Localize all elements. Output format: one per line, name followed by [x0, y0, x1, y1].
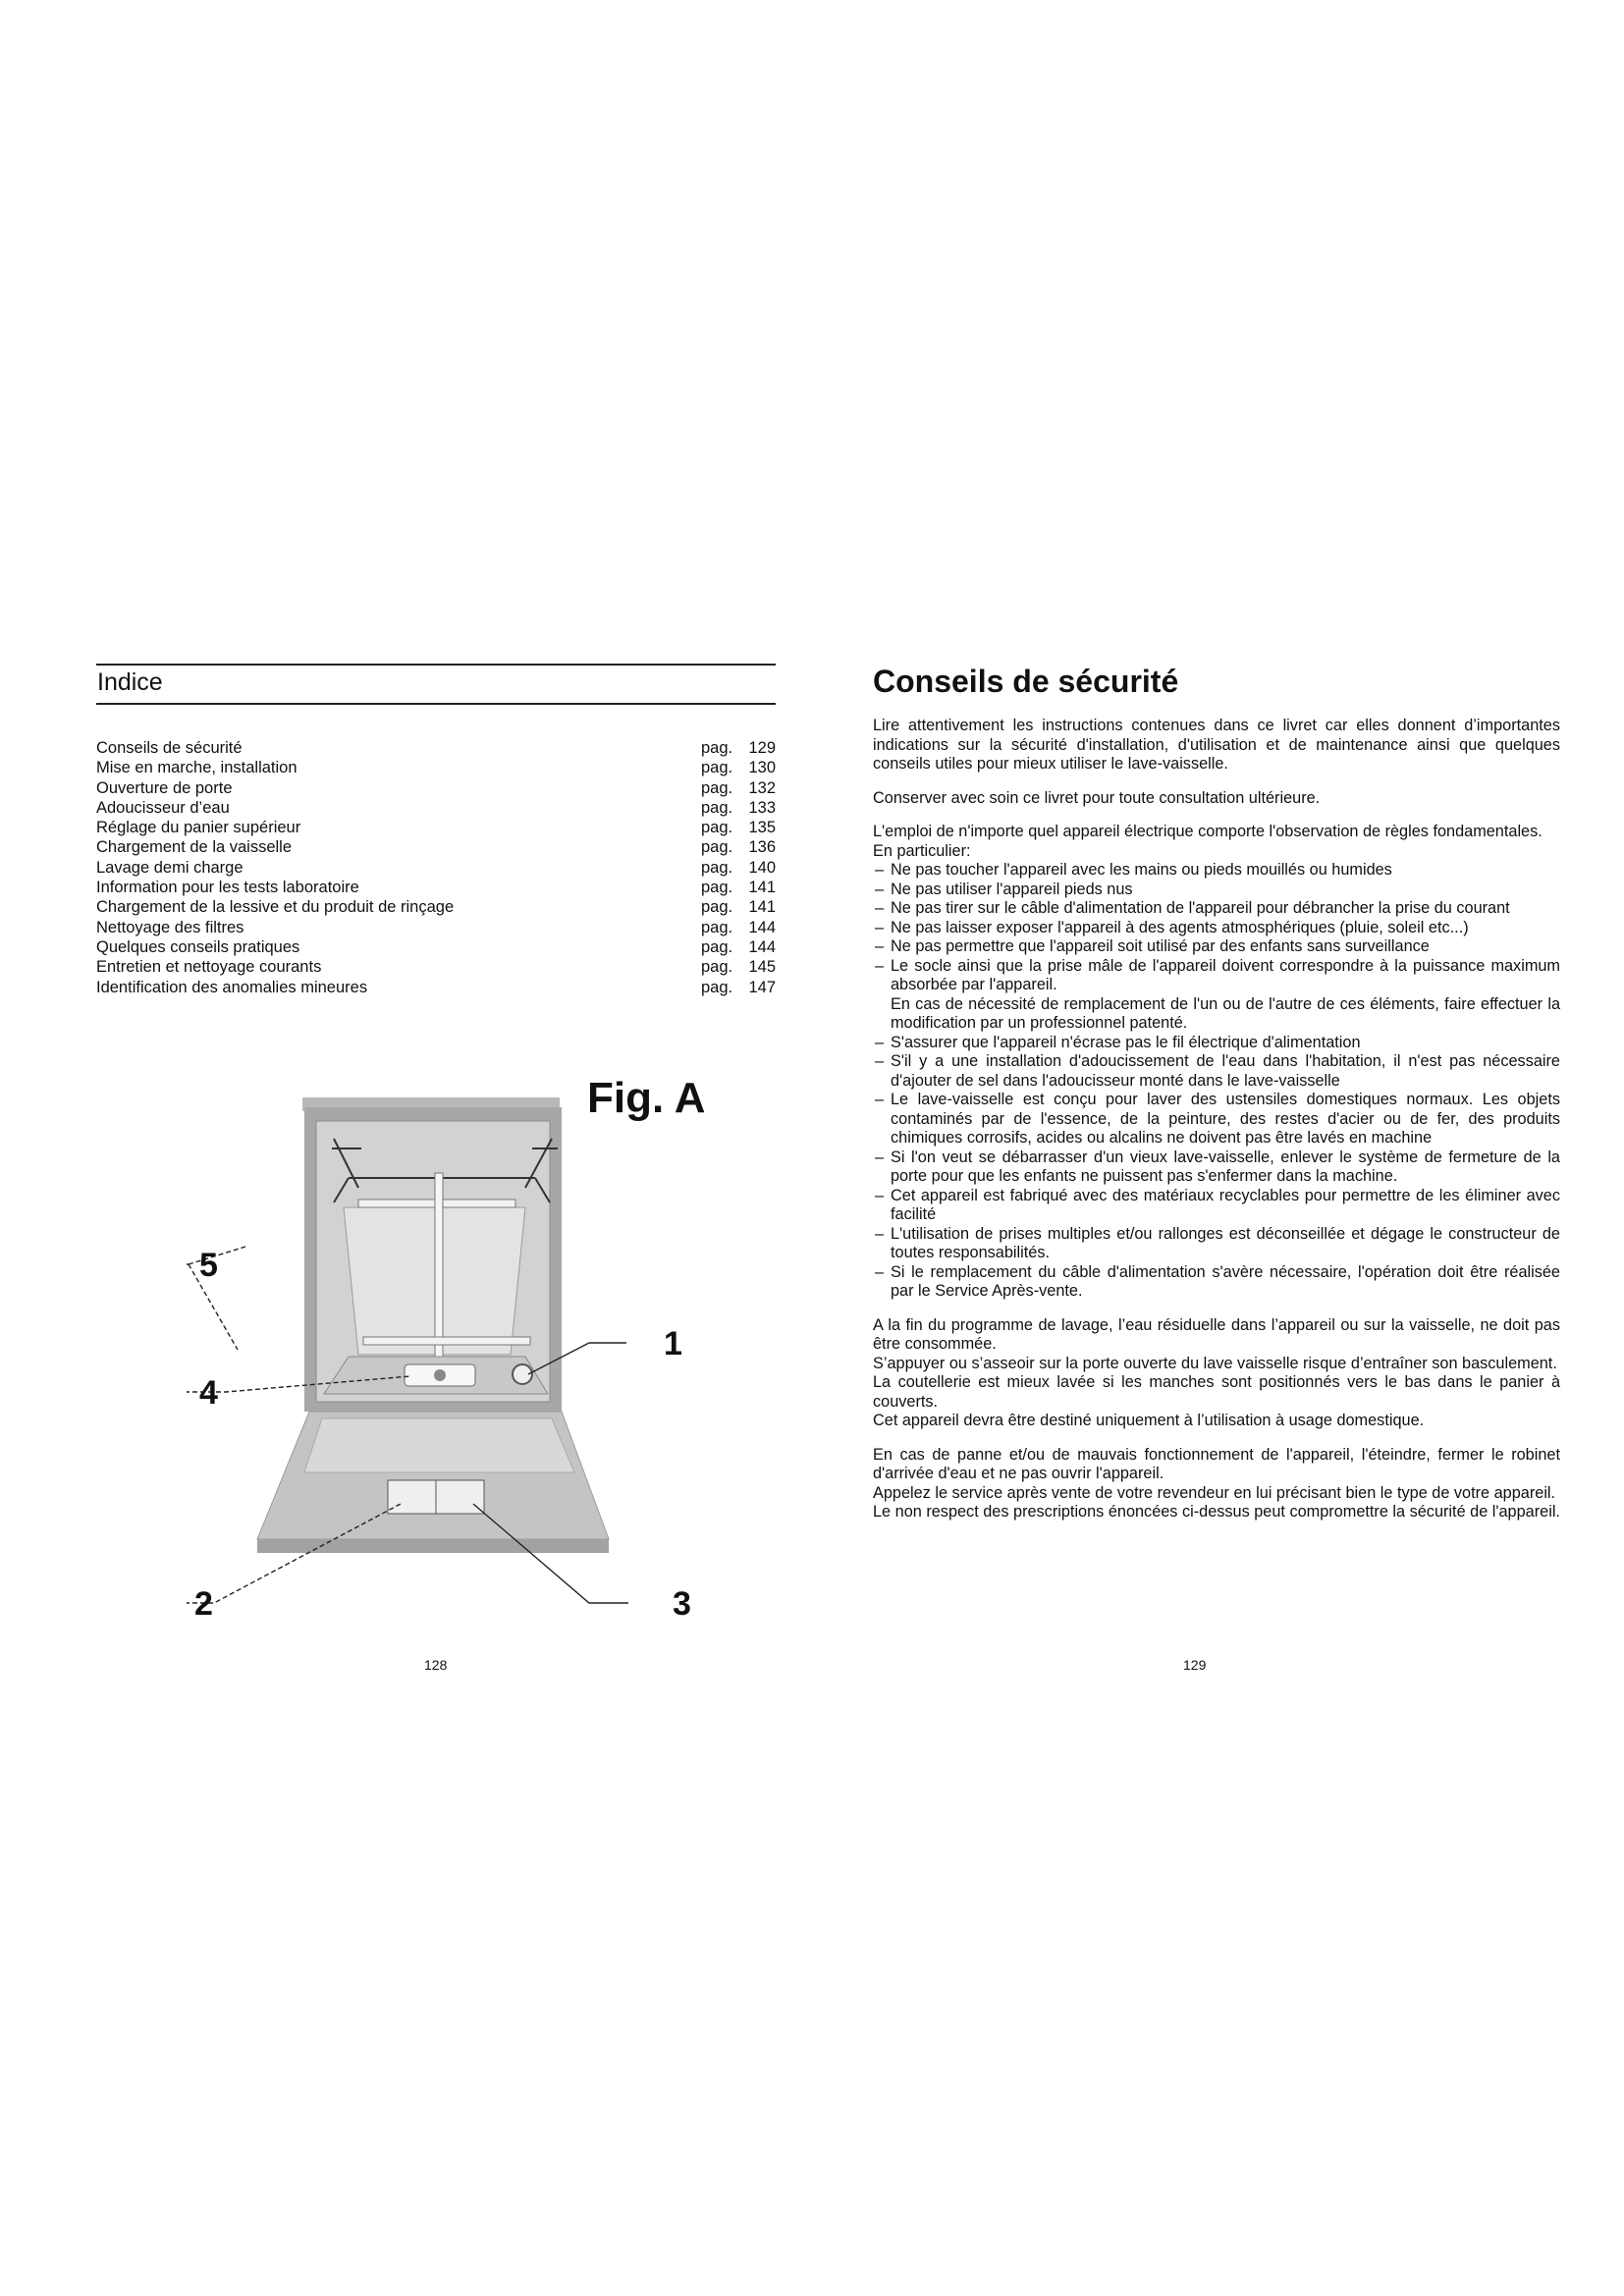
- fault-paragraph: En cas de panne et/ou de mauvais fonctionnement de l'appareil, l'éteindre, fermer le robinet d'arrivée d'eau et ne pas ouvrir l'appareil.: [873, 1445, 1560, 1482]
- table-of-contents: [96, 738, 776, 997]
- toc-pag-label: pag.: [701, 978, 733, 996]
- toc-title: Lavage demi charge: [96, 858, 244, 877]
- toc-page-number: 144: [748, 937, 776, 956]
- bullet-item: – Ne pas permettre que l'appareil soit utilisé par des enfants sans surveillance: [873, 937, 1560, 957]
- bullet-note: En cas de nécessité de remplacement de l'un ou de l'autre de ces éléments, faire effectuer la modification par un professionnel patenté.: [891, 994, 1560, 1032]
- toc-row: [96, 738, 776, 758]
- toc-row: [96, 837, 776, 857]
- intro-paragraph: Lire attentivement les instructions contenues dans ce livret car elles donnent d’importantes indications sur la sécurité d'installation, d'utilisation et de maintenance ainsi que quelques conseils utiles pour mieux utiliser le lave-vaisselle.: [873, 717, 1560, 773]
- toc-pag-label: pag.: [701, 798, 733, 817]
- toc-pag-label: pag.: [701, 759, 733, 777]
- toc-row: [96, 957, 776, 977]
- bullet-item: – L'utilisation de prises multiples et/ou rallonges est déconseillée et dégage le constructeur de toutes responsabilités.: [873, 1225, 1560, 1263]
- rules-paragraph: L'emploi de n'importe quel appareil électrique comporte l'observation de règles fondamentales.: [873, 823, 1543, 840]
- toc-row: [96, 758, 776, 777]
- callout-4: 4: [199, 1374, 218, 1412]
- toc-page-number: 147: [748, 978, 776, 996]
- cutlery-paragraph: La coutellerie est mieux lavée si les manches sont positionnés vers le bas dans le panier à couverts.: [873, 1373, 1560, 1411]
- bullet-item: – Ne pas toucher l'appareil avec les mains ou pieds mouillés ou humides: [873, 861, 1560, 881]
- toc-row: [96, 798, 776, 818]
- toc-title: Ouverture de porte: [96, 778, 233, 797]
- toc-title: Chargement de la lessive et du produit de rinçage: [96, 898, 455, 917]
- figure-title: Fig. A: [587, 1074, 706, 1122]
- toc-pag-label: pag.: [701, 739, 733, 757]
- bullet-item: – S'il y a une installation d'adoucissement de l'eau dans l'habitation, il n'est pas nécessaire d'ajouter de sel dans l'adoucisseur monté dans le lave-vaisselle: [873, 1052, 1560, 1091]
- toc-row: [96, 778, 776, 798]
- toc-page-number: 141: [748, 898, 776, 917]
- door-inner-panel: [304, 1418, 574, 1472]
- domestic-use-paragraph: Cet appareil devra être destiné uniquement à l’utilisation à usage domestique.: [873, 1412, 1425, 1429]
- toc-row: [96, 918, 776, 937]
- toc-page-number: 144: [748, 918, 776, 936]
- toc-pag-label: pag.: [701, 898, 733, 917]
- bullet-item: – Ne pas utiliser l'appareil pieds nus: [873, 881, 1560, 900]
- bullet-item: – Ne pas tirer sur le câble d'alimentation de l'appareil pour débrancher la prise du courant: [873, 899, 1560, 919]
- index-bottom-rule: [96, 703, 776, 705]
- toc-title: Chargement de la vaisselle: [96, 838, 293, 857]
- particular-label: En particulier:: [873, 841, 971, 860]
- toc-title: Adoucisseur d’eau: [96, 798, 230, 817]
- toc-page-number: 133: [748, 798, 776, 817]
- toc-page-number: 135: [748, 819, 776, 837]
- toc-row: [96, 818, 776, 837]
- bullet-item: – Ne pas laisser exposer l'appareil à des agents atmosphériques (pluie, soleil etc...): [873, 919, 1560, 938]
- toc-page-number: 132: [748, 778, 776, 797]
- bullet-item: – S'assurer que l'appareil n'écrase pas le fil électrique d'alimentation: [873, 1034, 1560, 1053]
- bullet-item: – Si l'on veut se débarrasser d'un vieux lave-vaisselle, enlever le système de fermeture de la porte pour que les enfants ne puissent pas s'enfermer dans la machine.: [873, 1148, 1560, 1187]
- toc-pag-label: pag.: [701, 858, 733, 877]
- door-paragraph: S’appuyer ou s’asseoir sur la porte ouverte du lave vaisselle risque d’entraîner son basculement.: [873, 1354, 1557, 1372]
- toc-title: Information pour les tests laboratoire: [96, 879, 359, 897]
- toc-pag-label: pag.: [701, 958, 733, 977]
- bullet-item: – Cet appareil est fabriqué avec des matériaux recyclables pour permettre de les éliminer avec facilité: [873, 1187, 1560, 1225]
- bullet-item: – Si le remplacement du câble d'alimentation s'avère nécessaire, l'opération doit être réalisée par le Service Après-vente.: [873, 1263, 1560, 1302]
- toc-pag-label: pag.: [701, 838, 733, 857]
- toc-title: Nettoyage des filtres: [96, 918, 244, 936]
- toc-row: [96, 897, 776, 917]
- callout-5: 5: [199, 1247, 218, 1284]
- section-title: Conseils de sécurité: [873, 664, 1179, 699]
- toc-title: Identification des anomalies mineures: [96, 978, 368, 996]
- callout-3: 3: [673, 1585, 691, 1623]
- toc-pag-label: pag.: [701, 937, 733, 956]
- lower-spray-arm: [363, 1337, 530, 1345]
- toc-page-number: 140: [748, 858, 776, 877]
- toc-title: Réglage du panier supérieur: [96, 819, 301, 837]
- bullet-text: Le socle ainsi que la prise mâle de l'appareil doivent correspondre à la puissance maximum absorbée par l'appareil.: [891, 956, 1560, 993]
- toc-title: Quelques conseils pratiques: [96, 937, 300, 956]
- toc-page-number: 129: [748, 739, 776, 757]
- toc-title: Mise en marche, installation: [96, 759, 298, 777]
- toc-row: [96, 878, 776, 897]
- toc-title: Conseils de sécurité: [96, 739, 243, 757]
- toc-row: [96, 978, 776, 997]
- callout-1: 1: [664, 1325, 682, 1362]
- index-top-rule: [96, 664, 776, 666]
- dishwasher-diagram: [187, 1080, 736, 1629]
- toc-title: Entretien et nettoyage courants: [96, 958, 322, 977]
- toc-page-number: 141: [748, 879, 776, 897]
- toc-pag-label: pag.: [701, 778, 733, 797]
- filter-center: [434, 1369, 446, 1381]
- toc-pag-label: pag.: [701, 819, 733, 837]
- safety-bullets: [873, 861, 1560, 1302]
- callout-2: 2: [194, 1585, 213, 1623]
- toc-page-number: 136: [748, 838, 776, 857]
- door-edge: [257, 1539, 609, 1553]
- safety-section: [873, 662, 1560, 1522]
- index-title: Indice: [97, 668, 163, 696]
- spray-pipe: [435, 1173, 443, 1379]
- toc-pag-label: pag.: [701, 879, 733, 897]
- residual-water-paragraph: A la fin du programme de lavage, l’eau résiduelle dans l’appareil ou sur la vaisselle, ne doit pas être consommée.: [873, 1315, 1560, 1353]
- toc-row: [96, 858, 776, 878]
- toc-row: [96, 937, 776, 957]
- keep-paragraph: Conserver avec soin ce livret pour toute consultation ultérieure.: [873, 788, 1321, 807]
- bullet-item: – Le lave-vaisselle est conçu pour laver des ustensiles domestiques normaux. Les objets contaminés par de l'essence, de la peinture, des restes d'acier ou de fer, des produits chimiques corrosifs, acides ou alcalins ne doivent pas être lavés en machine: [873, 1091, 1560, 1148]
- page-number-right: 129: [1183, 1657, 1207, 1673]
- compliance-paragraph: Le non respect des prescriptions énoncées ci-dessus peut compromettre la sécurité de l'appareil.: [873, 1503, 1560, 1521]
- toc-page-number: 145: [748, 958, 776, 977]
- page-number-left: 128: [424, 1657, 448, 1673]
- toc-pag-label: pag.: [701, 918, 733, 936]
- service-paragraph: Appelez le service après vente de votre revendeur en lui précisant bien le type de votre appareil.: [873, 1483, 1556, 1502]
- bullet-item: [873, 957, 1560, 1034]
- toc-page-number: 130: [748, 759, 776, 777]
